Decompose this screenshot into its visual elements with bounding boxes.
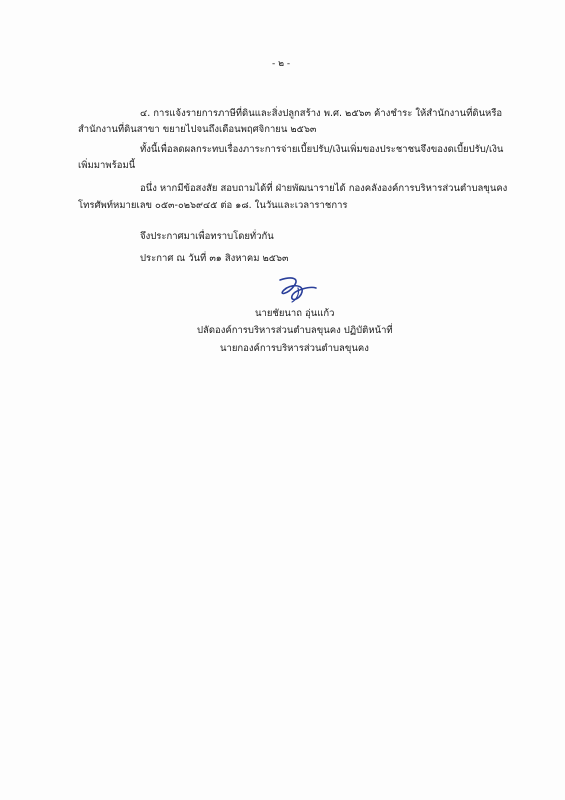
paragraph-contact-line2: โทรศัพท์หมายเลข ๐๕๓-๐๒๖๙๔๕ ต่อ ๑๘. ในวันและเวลาราชการ bbox=[78, 200, 348, 211]
signatory-name: นายชัยนาถ อุ่นแก้ว bbox=[255, 308, 335, 319]
handwritten-signature bbox=[270, 274, 330, 306]
date-line: ประกาศ ณ วันที่ ๓๑ สิงหาคม ๒๕๖๓ bbox=[140, 253, 289, 264]
signatory-position-1: ปลัดองค์การบริหารส่วนตำบลขุนคง ปฏิบัติหน้าที่ bbox=[197, 325, 393, 336]
paragraph-purpose-line2: เพิ่มมาพร้อมนี้ bbox=[78, 160, 136, 171]
paragraph-purpose-line1: ทั้งนี้เพื่อลดผลกระทบเรื่องภาระการจ่ายเบี้ยปรับ/เงินเพิ่มของประชาชนจึงของดเบี้ยปรับ/เงิน bbox=[140, 144, 504, 155]
paragraph-item4-line2: สำนักงานที่ดินสาขา ขยายไปจนถึงเดือนพฤศจิกายน ๒๕๖๓ bbox=[78, 124, 317, 135]
paragraph-contact-line1: อนึ่ง หากมีข้อสงสัย สอบถามได้ที่ ฝ่ายพัฒนารายได้ กองคลังองค์การบริหารส่วนตำบลขุนคง bbox=[140, 183, 508, 194]
announcement-line: จึงประกาศมาเพื่อทราบโดยทั่วกัน bbox=[140, 231, 274, 242]
page-number: - ๒ - bbox=[272, 59, 291, 69]
signatory-position-2: นายกองค์การบริหารส่วนตำบลขุนคง bbox=[220, 343, 369, 354]
paragraph-item4-line1: ๔. การแจ้งรายการภาษีที่ดินและสิ่งปลูกสร้าง พ.ศ. ๒๕๖๓ ค้างชำระ ให้สำนักงานที่ดินหรือ bbox=[140, 108, 503, 119]
